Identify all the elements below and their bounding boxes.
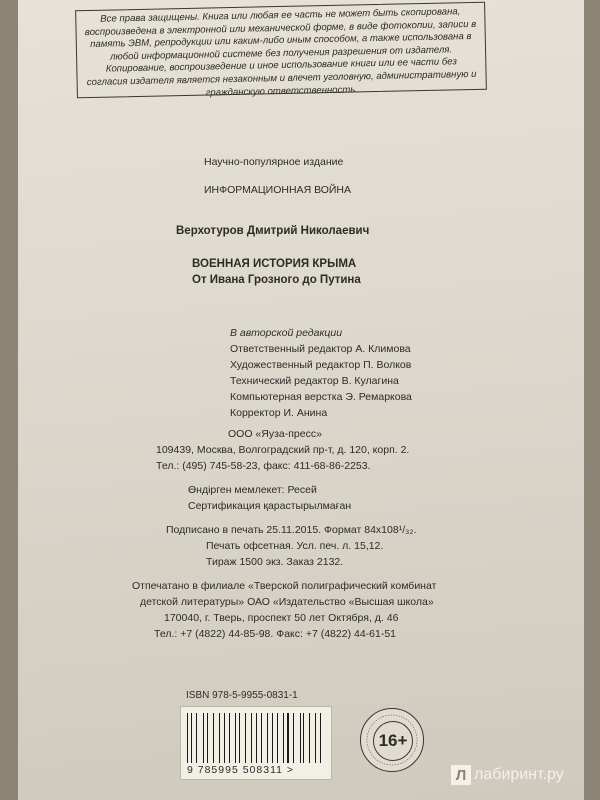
publisher-address: 109439, Москва, Волгоградский пр-т, д. 120, корп. 2.	[156, 444, 410, 456]
series-name: ИНФОРМАЦИОННАЯ ВОЙНА	[204, 184, 352, 196]
barcode-bar	[261, 713, 262, 763]
barcode-bar	[224, 713, 225, 763]
author-name: Верхотуров Дмитрий Николаевич	[176, 225, 370, 237]
publisher-name: ООО «Яуза-пресс»	[228, 428, 322, 440]
signed-for-print: Подписано в печать 25.11.2015. Формат 84x108¹/₃₂.	[166, 524, 417, 536]
credit-line: Художественный редактор П. Волков	[230, 359, 412, 371]
credit-line: В авторской редакции	[230, 327, 343, 339]
credit-line: Компьютерная верстка Э. Ремаркова	[230, 391, 412, 403]
barcode-bar	[253, 713, 254, 763]
printer-address: 170040, г. Тверь, проспект 50 лет Октября, д. 46	[164, 612, 399, 624]
age-rating-badge	[360, 708, 424, 772]
barcode-bar	[191, 713, 192, 763]
credit-line: Ответственный редактор А. Климова	[230, 343, 411, 355]
barcode-bar	[231, 713, 232, 763]
publisher-phone: Тел.: (495) 745-58-23, факс: 411-68-86-2253.	[156, 460, 371, 472]
book-title: ВОЕННАЯ ИСТОРИЯ КРЫМА	[192, 258, 357, 270]
credit-line: Технический редактор В. Кулагина	[230, 375, 399, 387]
credit-line: Корректор И. Анина	[230, 407, 328, 419]
print-type: Печать офсетная. Усл. печ. л. 15,12.	[206, 540, 384, 552]
barcode-bar	[296, 713, 297, 763]
barcode-bar	[219, 713, 220, 763]
barcode-bar	[317, 713, 318, 763]
barcode-bar	[272, 713, 273, 763]
copyright-notice: Все права защищены. Книга или любая ее часть не может быть скопирована, воспроизведена в электронной или механической форме, в виде фотокопии, записи в память ЭВМ, репродукции или каким-либо иным способом, а также использована в любой информационной системе без получения разрешения от издателя. Копирование, воспроизведение и иное использование книги или ее части без согласия издателя является незаконным и влечет уголовную, административную и гражданскую ответственность.	[75, 2, 487, 99]
age-rating: 16+	[373, 721, 413, 761]
barcode-bar	[207, 713, 208, 763]
country-of-origin: Өндірген мемлекет: Ресей	[188, 484, 317, 496]
barcode-bar	[243, 713, 244, 763]
barcode-number: 9 785995 508311 >	[187, 764, 295, 776]
barcode-bar	[303, 713, 304, 763]
watermark-text: лабиринт.ру	[474, 766, 564, 783]
printer-line: Отпечатано в филиале «Тверской полиграфический комбинат	[132, 580, 437, 592]
labirint-watermark	[451, 764, 564, 786]
barcode-bar	[287, 713, 288, 763]
barcode-bar	[199, 713, 200, 763]
barcode-bar	[239, 713, 240, 763]
book-subtitle: От Ивана Грозного до Путина	[192, 274, 361, 286]
printer-line: детской литературы» ОАО «Издательство «Высшая школа»	[140, 596, 434, 608]
barcode-bars	[187, 713, 325, 763]
labirint-logo-icon: Л	[451, 765, 471, 785]
book-page	[18, 0, 584, 800]
isbn: ISBN 978-5-9955-0831-1	[186, 690, 298, 701]
printer-phone: Тел.: +7 (4822) 44-85-98. Факс: +7 (4822) 44-61-51	[154, 628, 397, 640]
edition-type: Научно-популярное издание	[204, 156, 344, 168]
barcode-bar	[269, 713, 270, 763]
barcode	[180, 706, 332, 780]
barcode-bar	[205, 713, 206, 763]
print-run: Тираж 1500 экз. Заказ 2132.	[206, 556, 344, 568]
barcode-bar	[315, 713, 316, 763]
barcode-bar	[283, 713, 284, 763]
certification-note: Сертификация қарастырылмаған	[188, 500, 352, 512]
